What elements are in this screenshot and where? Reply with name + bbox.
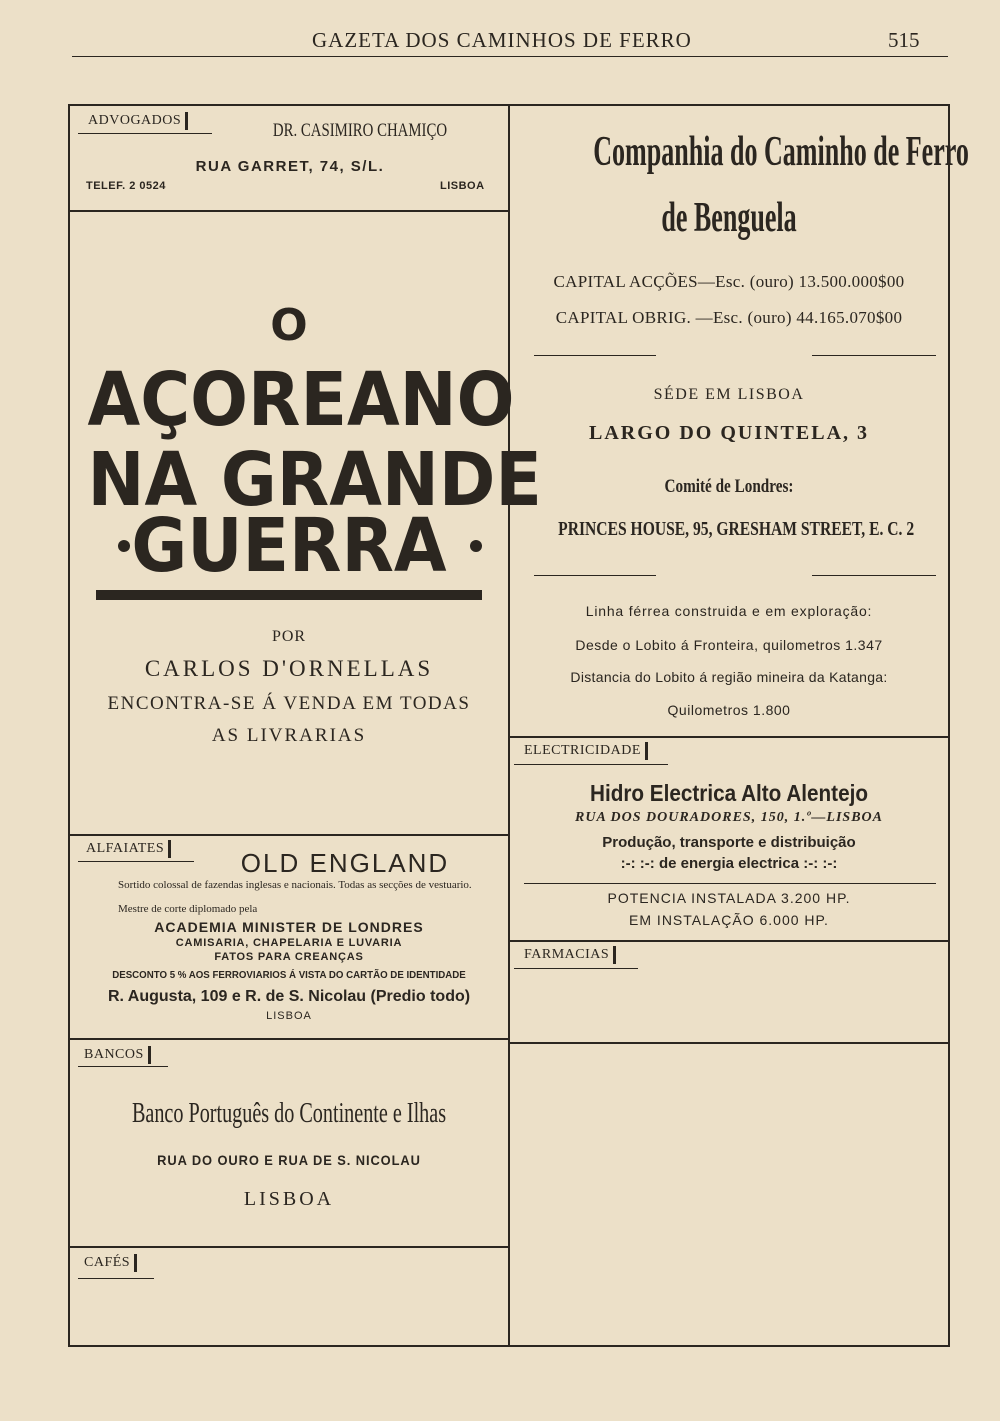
cafes-tag: CAFÉS	[80, 1254, 137, 1272]
tailor-academy: ACADEMIA MINISTER DE LONDRES	[154, 919, 424, 935]
bancos-section	[70, 1040, 508, 1244]
book-title-line2: NA GRANDE	[87, 437, 542, 523]
tailor-desc2: Mestre de corte diplomado pela	[118, 903, 258, 915]
tailor-line2: FATOS PARA CREANÇAS	[214, 951, 364, 963]
benguela-section	[510, 106, 969, 736]
tailor-name: OLD ENGLAND	[240, 848, 450, 878]
tailor-line1: CAMISARIA, CHAPELARIA E LUVARIA	[175, 937, 403, 949]
benguela-title1: Companhia do Caminho de Ferro	[593, 129, 969, 175]
benguela-capital2: CAPITAL OBRIG. —Esc. (ouro) 44.165.070$00	[555, 308, 903, 327]
short-rule-left	[534, 355, 656, 356]
farmacias-divider	[510, 1042, 948, 1044]
grid-right	[948, 104, 950, 1347]
book-sale-line1: ENCONTRA-SE Á VENDA EM TODAS	[107, 693, 471, 714]
tag-underline	[78, 133, 212, 134]
tag-underline	[78, 1066, 168, 1067]
book-sale-line2: AS LIVRARIAS	[211, 725, 367, 746]
advogados-tag: ADVOGADOS	[84, 112, 188, 130]
benguela-line2: Desde o Lobito á Fronteira, quilometros 1.347	[575, 637, 883, 653]
benguela-title2: de Benguela	[661, 195, 797, 241]
short-rule-right	[812, 575, 936, 576]
hydro-line2: :-: :-: de energia electrica :-: :-:	[620, 855, 838, 872]
benguela-sede: SÉDE EM LISBOA	[653, 386, 805, 403]
tag-underline	[514, 764, 668, 765]
tag-underline	[514, 968, 638, 969]
alfaiates-section	[70, 836, 508, 1036]
hydro-line1: Produção, transporte e distribuição	[602, 834, 856, 851]
benguela-committee: Comité de Londres:	[664, 476, 794, 497]
bank-name: Banco Português do Continente e Ilhas	[131, 1098, 447, 1129]
hydro-power2: EM INSTALAÇÃO 6.000 HP.	[629, 912, 829, 928]
book-author: CARLOS D'ORNELLAS	[144, 656, 434, 681]
benguela-london-address: PRINCES HOUSE, 95, GRESHAM STREET, E. C. 2	[558, 518, 915, 540]
tag-underline	[78, 861, 194, 862]
farmacias-section	[510, 942, 948, 1042]
book-ad	[70, 212, 542, 832]
book-title-line3: GUERRA	[131, 503, 447, 589]
electricidade-section	[510, 738, 948, 940]
cafes-section	[70, 1248, 508, 1344]
alfaiates-tag: ALFAIATES	[82, 840, 171, 858]
benguela-capital1: CAPITAL ACÇÕES—Esc. (ouro) 13.500.000$00	[553, 272, 905, 291]
tailor-discount: DESCONTO 5 % AOS FERROVIARIOS Á VISTA DO CARTÃO DE IDENTIDADE	[112, 970, 466, 981]
hydro-address: RUA DOS DOURADORES, 150, 1.º—LISBOA	[575, 810, 883, 825]
book-by: POR	[271, 628, 307, 645]
title-bar	[96, 590, 482, 600]
lawyer-name: DR. CASIMIRO CHAMIÇO	[272, 120, 448, 141]
tailor-address: R. Augusta, 109 e R. de S. Nicolau (Predio todo)	[107, 988, 471, 1005]
tailor-city: LISBOA	[266, 1010, 312, 1022]
lawyer-phone: TELEF. 2 0524	[86, 180, 166, 192]
farmacias-tag: FARMACIAS	[520, 946, 616, 964]
benguela-line1: Linha férrea construida e em exploração:	[585, 603, 873, 619]
tag-underline	[78, 1278, 154, 1279]
hydro-name: Hidro Electrica Alto Alentejo	[590, 780, 868, 806]
short-rule-right	[812, 355, 936, 356]
book-title-line1: AÇOREANO	[87, 357, 515, 443]
bank-city: LISBOA	[243, 1188, 335, 1210]
hydro-rule	[524, 883, 936, 884]
lawyer-city: LISBOA	[440, 180, 485, 192]
bank-address: RUA DO OURO E RUA DE S. NICOLAU	[157, 1152, 421, 1168]
benguela-address: LARGO DO QUINTELA, 3	[588, 422, 870, 444]
tailor-desc: Sortido colossal de fazendas inglesas e nacionais. Todas as secções de vestuario.	[118, 879, 472, 891]
hydro-power1: POTENCIA INSTALADA 3.200 HP.	[607, 890, 851, 906]
benguela-line3: Distancia do Lobito á região mineira da Katanga:	[570, 669, 888, 685]
short-rule-left	[534, 575, 656, 576]
benguela-line4: Quilometros 1.800	[667, 702, 791, 718]
running-head: GAZETA DOS CAMINHOS DE FERRO	[312, 28, 692, 52]
advogados-section	[70, 106, 508, 210]
page-number: 515	[888, 28, 920, 52]
lawyer-address: RUA GARRET, 74, S/L.	[195, 158, 385, 175]
bancos-tag: BANCOS	[80, 1046, 151, 1064]
bullet-right	[470, 540, 482, 552]
book-title-o: O	[270, 300, 308, 351]
electricidade-tag: ELECTRICIDADE	[520, 742, 648, 760]
header-rule	[72, 56, 948, 57]
